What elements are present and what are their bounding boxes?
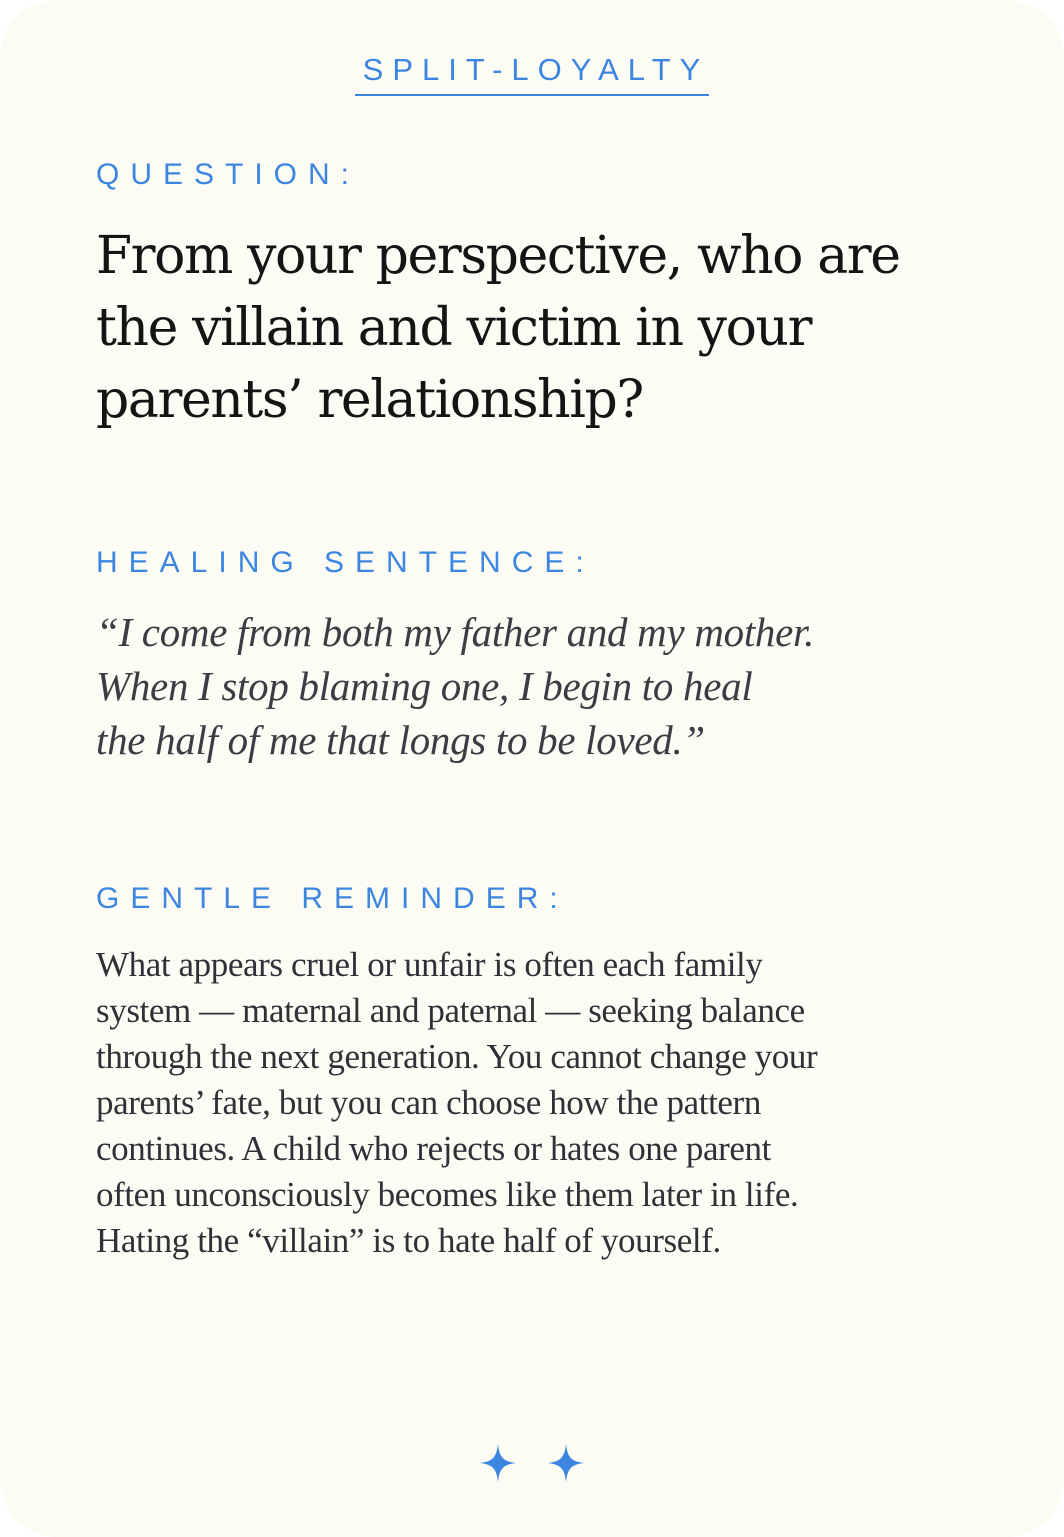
card-title: SPLIT-LOYALTY xyxy=(355,52,710,96)
healing-line: the half of me that longs to be loved.” xyxy=(96,717,705,763)
reminder-line: often unconsciously becomes like them later in life. xyxy=(96,1175,799,1214)
question-line: From your perspective, who are xyxy=(96,226,900,286)
healing-sentence-text xyxy=(96,605,996,767)
sparkle-decoration xyxy=(0,1442,1064,1484)
question-line: the villain and victim in your xyxy=(96,298,812,358)
question-text xyxy=(96,220,996,436)
question-label: QUESTION: xyxy=(96,158,361,191)
reminder-line: continues. A child who rejects or hates one parent xyxy=(96,1129,771,1168)
sparkle-icon xyxy=(546,1442,586,1484)
sparkle-icon xyxy=(478,1442,518,1484)
gentle-reminder-label: GENTLE REMINDER: xyxy=(96,882,569,915)
healing-sentence-label: HEALING SENTENCE: xyxy=(96,546,595,579)
reminder-line: system — maternal and paternal — seeking balance xyxy=(96,991,805,1030)
question-line: parents’ relationship? xyxy=(96,370,643,430)
reminder-line: through the next generation. You cannot change your xyxy=(96,1037,818,1076)
title-wrapper xyxy=(0,52,1064,96)
reminder-line: parents’ fate, but you can choose how the pattern xyxy=(96,1083,761,1122)
gentle-reminder-text xyxy=(96,942,996,1264)
healing-line: “I come from both my father and my mother. xyxy=(96,609,815,655)
reminder-line: Hating the “villain” is to hate half of yourself. xyxy=(96,1221,721,1260)
reminder-line: What appears cruel or unfair is often each family xyxy=(96,945,763,984)
healing-line: When I stop blaming one, I begin to heal xyxy=(96,663,753,709)
